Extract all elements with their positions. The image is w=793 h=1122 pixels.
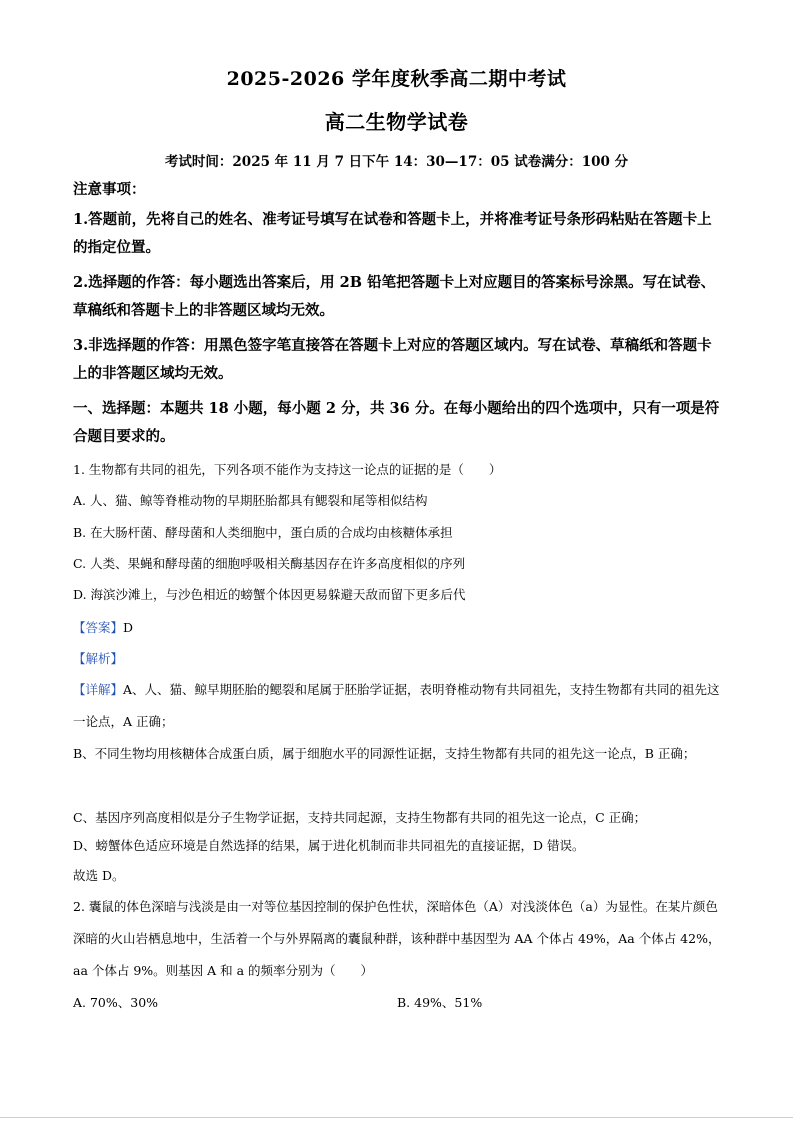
q1-detail-d: D、螃蟹体色适应环境是自然选择的结果，属于进化机制而非共同祖先的直接证据，D 错误。 xyxy=(73,838,585,853)
section-heading: 一、选择题：本题共 18 小题，每小题 2 分，共 36 分。在每小题给出的四个选项中，只有一项是符合题目要求的。 xyxy=(73,400,720,445)
notice-item-3: 3.非选择题的作答：用黑色签字笔直接答在答题卡上对应的答题区域内。写在试卷、草稿纸和答题卡上的非答题区域均无效。 xyxy=(73,337,712,382)
detail-a-text: A、人、猫、鲸早期胚胎的鳃裂和尾属于胚胎学证据，表明脊椎动物有共同祖先，支持生物都有共同的祖先这一论点，A 正确； xyxy=(73,682,720,729)
notice-heading: 注意事项： xyxy=(73,181,146,198)
exam-info: 考试时间：2025 年 11 月 7 日下午 14：30—17：05 试卷满分：100 分 xyxy=(164,154,629,170)
q2-option-b: B. 49%、51% xyxy=(397,995,483,1010)
q1-conclusion: 故选 D。 xyxy=(73,868,125,883)
bottom-divider xyxy=(0,1117,793,1118)
q1-detail-b: B、不同生物均用核糖体合成蛋白质，属于细胞水平的同源性证据，支持生物都有共同的祖先这一论点，B 正确； xyxy=(73,746,696,761)
q1-answer xyxy=(73,618,733,638)
q1-option-a: A. 人、猫、鲸等脊椎动物的早期胚胎都具有鳃裂和尾等相似结构 xyxy=(73,493,428,508)
q2-option-a: A. 70%、30% xyxy=(73,995,159,1010)
q2-stem: 2. 囊鼠的体色深暗与浅淡是由一对等位基因控制的保护色性状，深暗体色（A）对浅淡体色（a）为显性。在某片颜色深暗的火山岩栖息地中，生活着一个与外界隔离的囊鼠种群，该种群中基因型为 AA 个体占 49%，Aa 个体占 42%，aa 个体占 9%。则基因 A 和 a 的频率分别为（ ） xyxy=(73,899,721,978)
detail-tag: 【详解】 xyxy=(73,682,124,697)
exam-title: 2025-2026 学年度秋季高二期中考试 xyxy=(226,68,567,90)
answer-tag: 【答案】 xyxy=(73,620,124,635)
q1-analysis-tag xyxy=(73,649,733,669)
analysis-tag: 【解析】 xyxy=(73,651,124,666)
q1-option-c: C. 人类、果蝇和酵母菌的细胞呼吸相关酶基因存在许多高度相似的序列 xyxy=(73,556,466,571)
q1-stem: 1. 生物都有共同的祖先，下列各项不能作为支持这一论点的证据的是（ ） xyxy=(73,462,502,477)
exam-subtitle: 高二生物学试卷 xyxy=(324,110,469,134)
notice-item-1: 1.答题前，先将自己的姓名、准考证号填写在试卷和答题卡上，并将准考证号条形码粘贴在答题卡上的指定位置。 xyxy=(73,211,712,256)
q1-detail-c: C、基因序列高度相似是分子生物学证据，支持共同起源，支持生物都有共同的祖先这一论点，C 正确； xyxy=(73,810,647,825)
q1-detail-a xyxy=(73,674,721,738)
notice-item-2: 2.选择题的作答：每小题选出答案后，用 2B 铅笔把答题卡上对应题目的答案标号涂黑。写在试卷、草稿纸和答题卡上的非答题区域均无效。 xyxy=(73,274,716,319)
q1-option-d: D. 海滨沙滩上，与沙色相近的螃蟹个体因更易躲避天敌而留下更多后代 xyxy=(73,587,466,602)
q1-option-b: B. 在大肠杆菌、酵母菌和人类细胞中，蛋白质的合成均由核糖体承担 xyxy=(73,525,453,540)
answer-value: D xyxy=(123,620,134,635)
